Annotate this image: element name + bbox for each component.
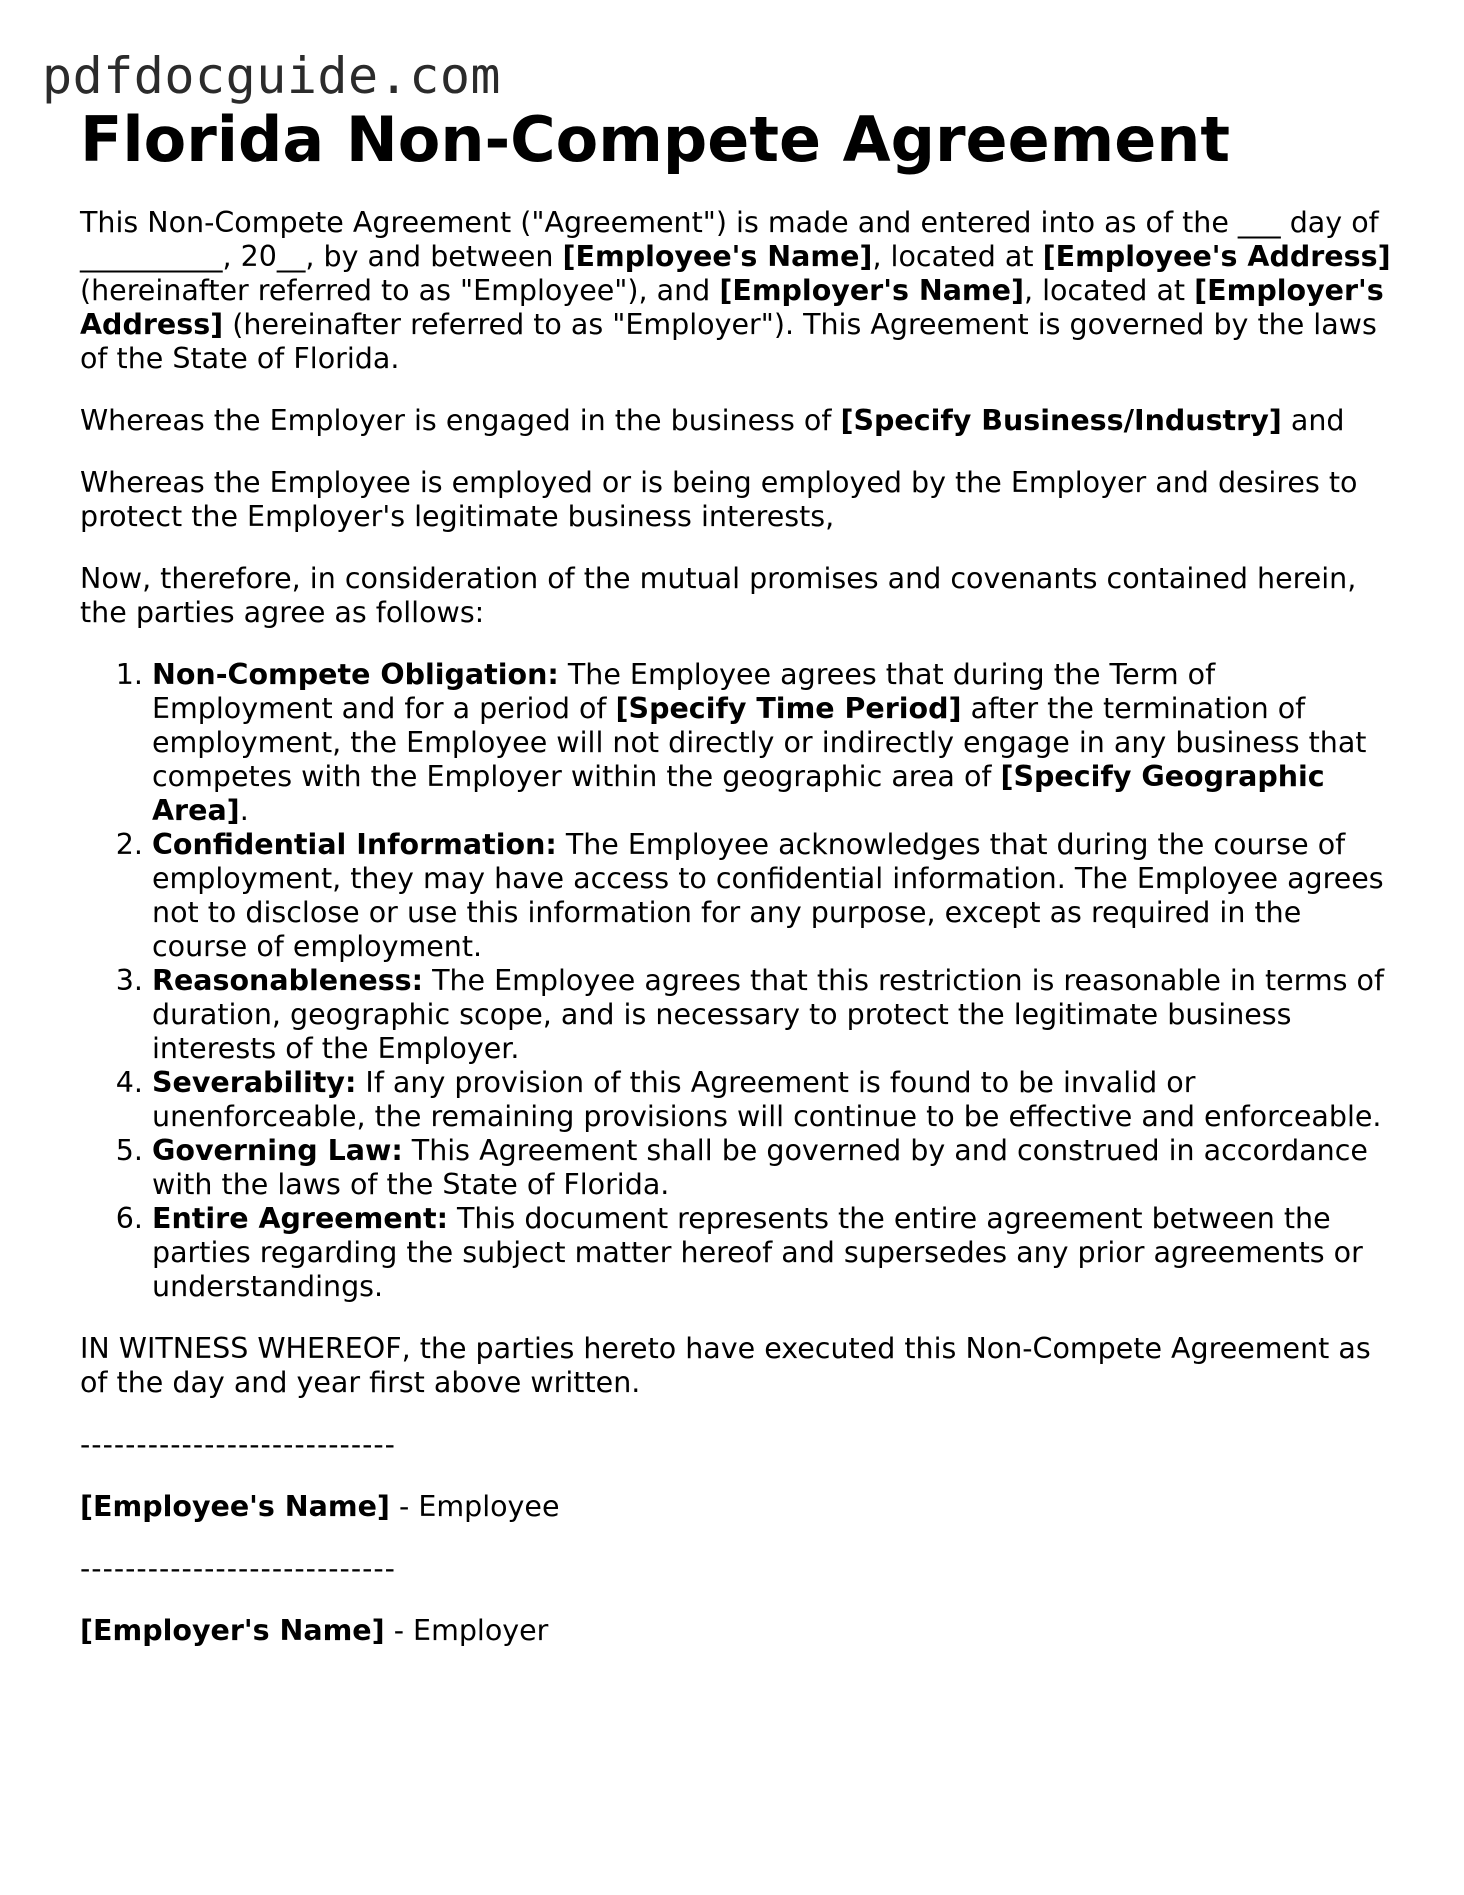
business-industry-placeholder: [Specify Business/Industry] xyxy=(840,404,1282,437)
witness-paragraph: IN WITNESS WHEREOF, the parties hereto have executed this Non-Compete Agreement as of the day and year first above written. xyxy=(80,1332,1371,1399)
clause-item xyxy=(152,828,1400,964)
clause-text: The Employee agrees that this restriction is reasonable in terms of duration, geographic scope, and is necessary to protect the legitimate business interests of the Employer. xyxy=(152,964,1385,1065)
whereas-text: and xyxy=(1281,404,1345,437)
document-body xyxy=(80,206,1400,1648)
employer-address-placeholder: [Employer's Address] xyxy=(80,274,1384,341)
now-therefore-paragraph: Now, therefore, in consideration of the mutual promises and covenants contained herein, the parties agree as follows: xyxy=(80,562,1357,629)
employee-signature-label xyxy=(80,1490,1400,1524)
watermark-text: pdfdocguide.com xyxy=(42,47,502,105)
intro-text: (hereinafter referred to as "Employee"), and xyxy=(80,274,720,307)
clause-text: The Employee agrees that during the Term of Employment and for a period of xyxy=(152,658,1216,725)
clause-item xyxy=(152,964,1400,1066)
document-page xyxy=(80,100,1400,1648)
clause-text: This document represents the entire agreement between the parties regarding the subject matter hereof and supersedes any prior agreements or understandings. xyxy=(152,1202,1363,1303)
clause-text: . xyxy=(239,794,249,827)
clause-heading: Confidential Information: xyxy=(152,828,557,861)
intro-text: This Non-Compete Agreement ("Agreement") is made and entered into as of the ___ day of __________, 20__, by and between xyxy=(80,206,1379,273)
time-period-placeholder: [Specify Time Period] xyxy=(615,692,962,725)
clause-text: This Agreement shall be governed by and construed in accordance with the laws of the State of Florida. xyxy=(152,1134,1368,1201)
intro-text: , located at xyxy=(1023,274,1195,307)
geographic-area-placeholder: [Specify Geographic Area] xyxy=(152,760,1325,827)
employee-name-placeholder: [Employee's Name] xyxy=(562,240,873,273)
intro-paragraph xyxy=(80,206,1400,376)
intro-text: (hereinafter referred to as "Employer"). This Agreement is governed by the laws of the State of Florida. xyxy=(80,308,1377,375)
clause-heading: Severability: xyxy=(152,1066,357,1099)
whereas-business-paragraph xyxy=(80,404,1400,438)
employer-signature-line: ---------------------------- xyxy=(80,1552,396,1585)
clause-text: If any provision of this Agreement is found to be invalid or unenforceable, the remaining provisions will continue to be effective and enforceable. xyxy=(152,1066,1382,1133)
clause-item xyxy=(152,1066,1400,1134)
employee-signature-name: [Employee's Name] xyxy=(80,1490,390,1523)
employer-signature-role: - Employer xyxy=(384,1614,549,1647)
clause-heading: Non-Compete Obligation: xyxy=(152,658,559,691)
employee-signature-line: ---------------------------- xyxy=(80,1428,396,1461)
clause-heading: Reasonableness: xyxy=(152,964,424,997)
employee-signature-role: - Employee xyxy=(389,1490,560,1523)
clause-item xyxy=(152,658,1400,828)
intro-text: , located at xyxy=(872,240,1043,273)
whereas-employee-paragraph: Whereas the Employee is employed or is being employed by the Employer and desires to protect the Employer's legitimate business interests, xyxy=(80,466,1358,533)
document-title: Florida Non-Compete Agreement xyxy=(80,103,1231,176)
clause-heading: Entire Agreement: xyxy=(152,1202,448,1235)
clause-text: The Employee acknowledges that during the course of employment, they may have access to confidential information. The Employee agrees not to disclose or use this information for any purpose, except as required in the course of employment. xyxy=(152,828,1384,963)
clause-item xyxy=(152,1202,1400,1304)
clause-item xyxy=(152,1134,1400,1202)
employer-signature-label xyxy=(80,1614,1400,1648)
employer-signature-name: [Employer's Name] xyxy=(80,1614,385,1647)
clause-heading: Governing Law: xyxy=(152,1134,403,1167)
whereas-text: Whereas the Employer is engaged in the business of xyxy=(80,404,841,437)
clauses-list xyxy=(80,658,1400,1304)
clause-text: after the termination of employment, the Employee will not directly or indirectly engage in any business that competes with the Employer within the geographic area of xyxy=(152,692,1367,793)
employee-address-placeholder: [Employee's Address] xyxy=(1042,240,1391,273)
employer-name-placeholder: [Employer's Name] xyxy=(719,274,1024,307)
